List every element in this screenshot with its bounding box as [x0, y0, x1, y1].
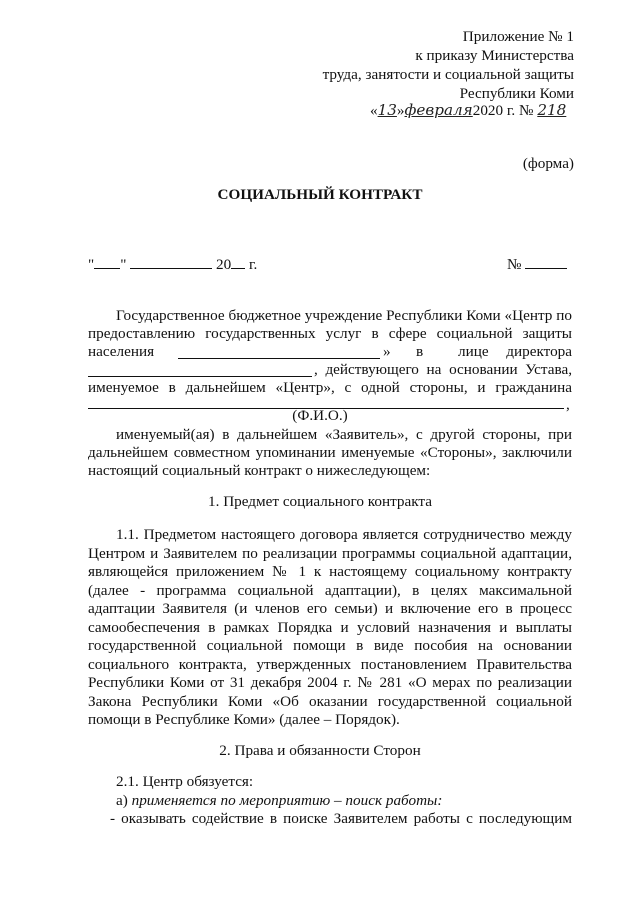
contract-number-line: №	[507, 256, 567, 274]
year-blank	[231, 256, 245, 269]
intro-line-3-quote: »	[383, 343, 391, 360]
intro-line-8: дальнейшем совместном упоминании именуемые «Стороны», заключили	[88, 444, 572, 461]
section-1-line: самообеспечения в рамках Порядка и условий назначения и выплаты	[88, 619, 572, 636]
date-open-quote: «	[370, 102, 378, 119]
item-dash-line: - оказывать содействие в поиске Заявителем работы с последующим	[110, 810, 572, 827]
handwritten-day: 13	[377, 101, 397, 119]
item-a-text: применяется по мероприятию – поиск работы:	[131, 792, 443, 809]
handwritten-order-number: 218	[537, 101, 567, 119]
intro-line-3-start: населения	[88, 343, 155, 360]
section-1-line: Республики Коми от 31 декабря 2004 г. № 281 «О мерах по реализации	[88, 674, 572, 691]
day-blank	[94, 256, 120, 269]
section-1-line: государственной социальной помощи в виде пособия на основании	[88, 637, 572, 654]
intro-line-6-comma: ,	[566, 396, 570, 413]
section-2-heading: 2. Права и обязанности Сторон	[219, 742, 421, 759]
section-1-line: адаптации Заявителя (и членов его семьи) и включение его в процесс	[88, 600, 572, 617]
section-1-line: Закона Республики Коми «Об оказании государственной социальной	[88, 693, 572, 710]
intro-line-5: именуемое в дальнейшем «Центр», с одной стороны, и гражданина	[88, 379, 572, 396]
item-a: а) применяется по мероприятию – поиск работы:	[116, 792, 443, 809]
section-1-last-line: помощи в Республике Коми» (далее – Порядок).	[88, 711, 400, 728]
header-appendix-line: Приложение № 1	[462, 28, 574, 45]
section-1-heading: 1. Предмет социального контракта	[208, 493, 432, 510]
header-date-line	[370, 101, 566, 120]
intro-line-4: , действующего на основании Устава,	[314, 361, 572, 378]
number-blank	[525, 256, 567, 269]
director-name-blank	[88, 364, 312, 377]
fio-caption: (Ф.И.О.)	[292, 407, 348, 424]
intro-line-3-director: директора	[506, 343, 572, 360]
header-ministry-line: труда, занятости и социальной защиты	[322, 66, 574, 83]
handwritten-month: февраля	[404, 101, 473, 119]
intro-line-3-in: в	[416, 343, 424, 360]
center-name-blank	[178, 346, 380, 359]
intro-line-2: предоставлению государственных услуг в сфере социальной защиты	[88, 325, 572, 342]
intro-line-9: настоящий социальный контракт о нижеследующем:	[88, 462, 431, 479]
form-label: (форма)	[522, 155, 574, 172]
section-1-line: являющейся приложением № 1 к настоящему социальному контракту	[88, 563, 572, 580]
section-1-line: (далее - программа социальной адаптации), в целях максимальной	[88, 582, 572, 599]
item-2-1: 2.1. Центр обязуется:	[116, 773, 254, 790]
document-title: СОЦИАЛЬНЫЙ КОНТРАКТ	[217, 186, 423, 203]
intro-line-3-face: лице	[458, 343, 489, 360]
date-close-quote: »	[396, 102, 405, 119]
intro-line-7: именуемый(ая) в дальнейшем «Заявитель», с другой стороны, при	[116, 426, 572, 443]
intro-line-1: Государственное бюджетное учреждение Республики Коми «Центр по	[116, 307, 572, 324]
date-year-label: 2020 г. №	[472, 102, 534, 119]
header-order-line: к приказу Министерства	[415, 47, 574, 64]
header-republic-line: Республики Коми	[459, 85, 574, 102]
section-1-line: социального контракта, утвержденных постановлением Правительства	[88, 656, 572, 673]
section-1-line: 1.1. Предметом настоящего договора является сотрудничество между	[116, 526, 572, 543]
contract-date-line: " " 20 г.	[88, 256, 258, 273]
month-blank	[130, 256, 212, 269]
section-1-line: Центром и Заявителем по реализации программы социальной адаптации,	[88, 545, 572, 562]
